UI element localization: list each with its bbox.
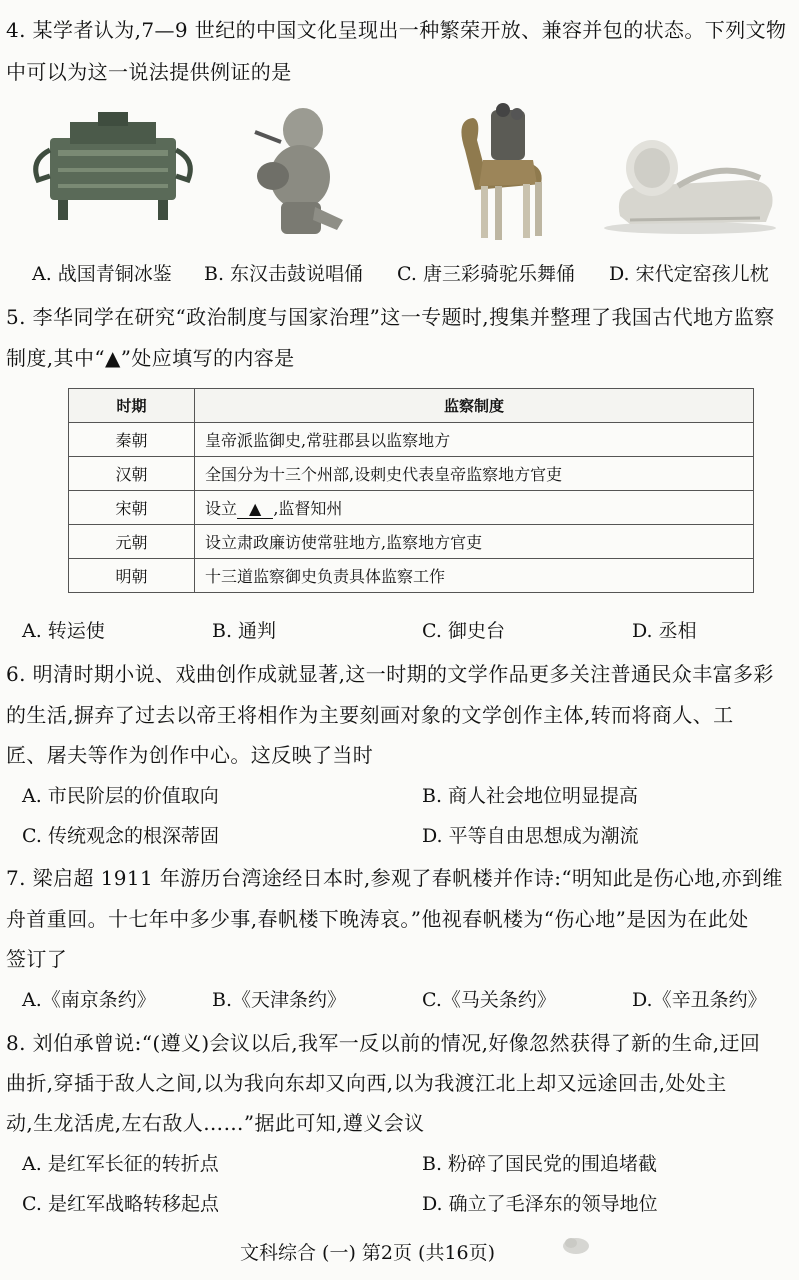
system-cell: 设立肃政廉访使常驻地方,监察地方官吏 [195,525,754,559]
system-cell-post: ,监督知州 [273,499,343,518]
header-system: 监察制度 [195,389,754,423]
table-row [69,525,754,559]
q4-option-a[interactable]: A. 战国青铜冰鉴 [32,263,172,285]
supervision-system-table [68,388,754,593]
q7-stem-line2: 舟首重回。十七年中多少事,春帆楼下晚涛哀。”他视春帆楼为“伤心地”是因为在此处 [6,907,749,931]
q8-option-d[interactable]: D. 确立了毛泽东的领导地位 [422,1193,658,1215]
q6-option-d[interactable]: D. 平等自由思想成为潮流 [422,825,639,847]
q6-stem-line3: 匠、屠夫等作为创作中心。这反映了当时 [6,743,374,767]
q5-option-a[interactable]: A. 转运使 [22,620,105,642]
q8-stem-line2: 曲折,穿插于敌人之间,以为我向东却又向西,以为我渡江北上却又远途回击,处处主 [6,1071,727,1095]
q5-option-b[interactable]: B. 通判 [212,620,277,642]
q6-option-b[interactable]: B. 商人社会地位明显提高 [422,785,639,807]
drum-storyteller-figurine-image [245,102,355,237]
table-row [69,491,754,525]
q6-stem-line2: 的生活,摒弃了过去以帝王将相作为主要刻画对象的文学创作主体,转而将商人、工 [6,703,734,727]
q7-option-c[interactable]: C.《马关条约》 [422,989,556,1011]
q6-option-a[interactable]: A. 市民阶层的价值取向 [22,785,219,807]
period-cell: 宋朝 [69,491,195,525]
q8-stem-line1: 8. 刘伯承曾说:“(遵义)会议以后,我军一反以前的情况,好像忽然获得了新的生命,迂回 [6,1031,761,1055]
q7-option-d[interactable]: D.《辛丑条约》 [632,989,767,1011]
q8-option-b[interactable]: B. 粉碎了国民党的围追堵截 [422,1153,658,1175]
page-footer: 文科综合 (一) 第2页 (共16页) [240,1242,496,1264]
period-cell: 汉朝 [69,457,195,491]
system-cell [195,491,754,525]
q5-stem-line1: 5. 李华同学在研究“政治制度与国家治理”这一专题时,搜集并整理了我国古代地方监察 [6,305,775,329]
q4-option-b[interactable]: B. 东汉击鼓说唱俑 [204,263,364,285]
table-row [69,457,754,491]
q7-stem-line1: 7. 梁启超 1911 年游历台湾途经日本时,参观了春帆楼并作诗:“明知此是伤心地,亦到维 [6,866,783,890]
q4-option-d[interactable]: D. 宋代定窑孩儿枕 [609,263,769,285]
period-cell: 元朝 [69,525,195,559]
q8-option-a[interactable]: A. 是红军长征的转折点 [22,1153,219,1175]
table-row [69,423,754,457]
q7-stem-line3: 签订了 [6,947,68,971]
q6-stem-line1: 6. 明清时期小说、戏曲创作成就显著,这一时期的文学作品更多关注普通民众丰富多彩 [6,662,774,686]
system-cell-pre: 设立 [205,499,238,518]
q7-option-a[interactable]: A.《南京条约》 [22,989,156,1011]
header-period: 时期 [69,389,195,423]
period-cell: 秦朝 [69,423,195,457]
q8-option-c[interactable]: C. 是红军战略转移起点 [22,1193,219,1215]
q5-stem-line2: 制度,其中“▲”处应填写的内容是 [6,346,295,370]
q7-option-b[interactable]: B.《天津条约》 [212,989,347,1011]
table-header-row [69,389,754,423]
blank-triangle: ▲ [237,499,273,519]
period-cell: 明朝 [69,559,195,593]
tang-sancai-camel-image [445,100,565,245]
q8-stem-line3: 动,生龙活虎,左右敌人……”据此可知,遵义会议 [6,1111,425,1135]
bronze-ice-vessel-image [28,110,198,225]
q4-stem-line2: 中可以为这一说法提供例证的是 [6,60,292,84]
ding-kiln-child-pillow-image [600,120,780,235]
table-row [69,559,754,593]
system-cell: 全国分为十三个州部,设刺史代表皇帝监察地方官吏 [195,457,754,491]
system-cell: 十三道监察御史负责具体监察工作 [195,559,754,593]
q6-option-c[interactable]: C. 传统观念的根深蒂固 [22,825,219,847]
q4-stem-line1: 4. 某学者认为,7—9 世纪的中国文化呈现出一种繁荣开放、兼容并包的状态。下列文物 [6,18,787,42]
q5-option-d[interactable]: D. 丞相 [632,620,697,642]
q5-option-c[interactable]: C. 御史台 [422,620,505,642]
system-cell: 皇帝派监御史,常驻郡县以监察地方 [195,423,754,457]
watermark-cloud-icon [560,1234,592,1256]
q4-option-c[interactable]: C. 唐三彩骑驼乐舞俑 [397,263,575,285]
